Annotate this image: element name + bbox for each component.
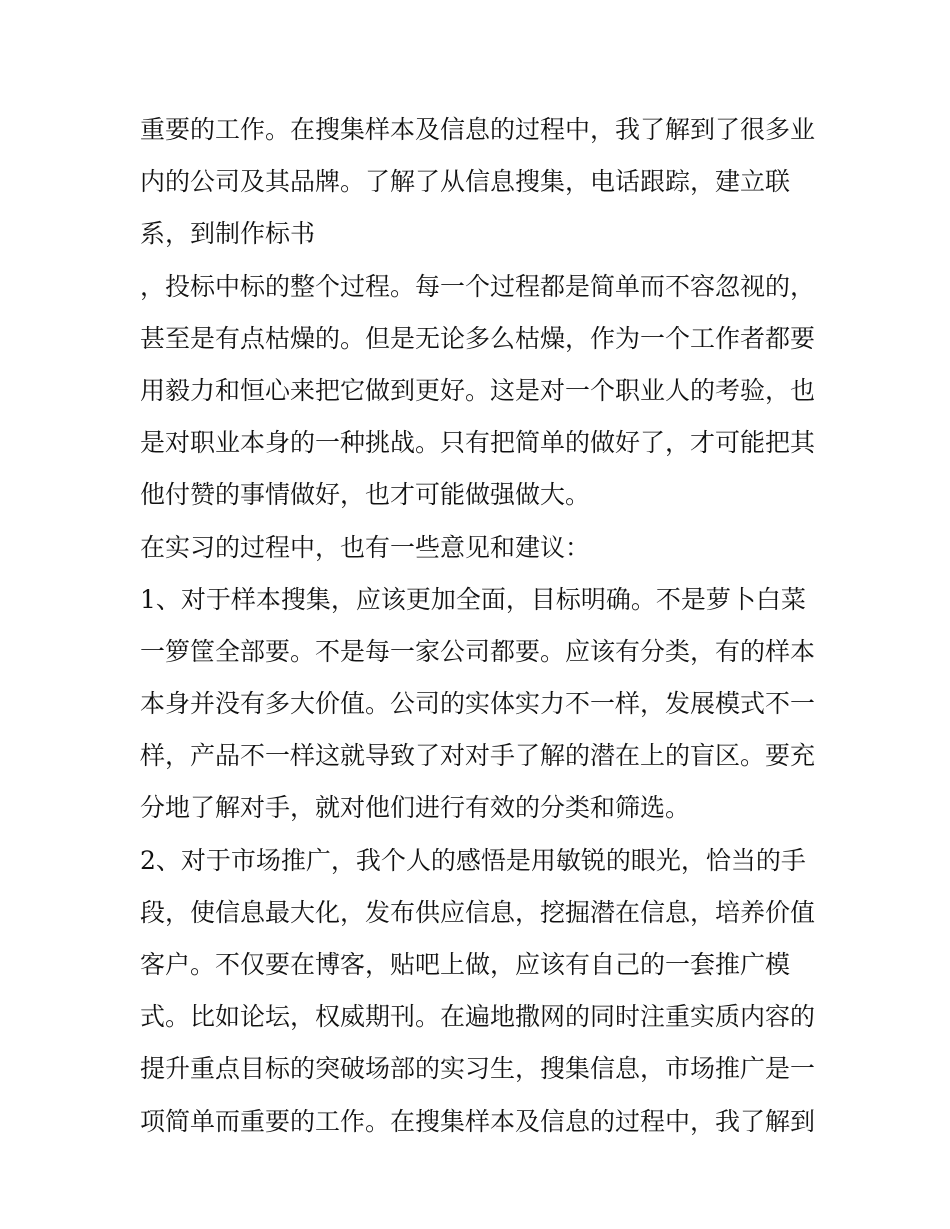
- text-line: 2、对于市场推广，我个人的感悟是用敏锐的眼光，恰当的手: [140, 845, 806, 875]
- body-text: [140, 104, 820, 1148]
- text-line: 内的公司及其品牌。了解了从信息搜集，电话跟踪，建立联: [140, 167, 791, 197]
- text-line: 系，到制作标书: [140, 219, 316, 249]
- text-line: 分地了解对手，就对他们进行有效的分类和筛选。: [140, 793, 691, 823]
- text-line: 项简单而重要的工作。在搜集样本及信息的过程中，我了解到: [140, 1106, 816, 1136]
- text-line: 他付赞的事情做好，也才可能做强做大。: [140, 480, 591, 510]
- text-line: 是对职业本身的一种挑战。只有把简单的做好了，才可能把其: [140, 428, 816, 458]
- text-line: 段，使信息最大化，发布供应信息，挖掘潜在信息，培养价值: [140, 897, 816, 927]
- text-line: 用毅力和恒心来把它做到更好。这是对一个职业人的考验，也: [140, 375, 816, 405]
- text-line: 1、对于样本搜集，应该更加全面，目标明确。不是萝卜白菜: [140, 584, 806, 614]
- text-line: 本身并没有多大价值。公司的实体实力不一样，发展模式不一: [140, 689, 816, 719]
- text-line: 提升重点目标的突破场部的实习生，搜集信息，市场推广是一: [140, 1054, 816, 1084]
- text-line: 客户。不仅要在博客，贴吧上做，应该有自己的一套推广模: [140, 950, 791, 979]
- text-line: 一箩筐全部要。不是每一家公司都要。应该有分类，有的样本: [140, 636, 816, 666]
- text-line: 式。比如论坛，权威期刊。在遍地撒网的同时注重实质内容的: [140, 1002, 816, 1032]
- text-line: 甚至是有点枯燥的。但是无论多么枯燥，作为一个工作者都要: [140, 323, 816, 353]
- text-line: 重要的工作。在搜集样本及信息的过程中，我了解到了很多业: [140, 115, 816, 144]
- text-line: 样，产品不一样这就导致了对对手了解的潜在上的盲区。要充: [140, 741, 816, 771]
- text-line: 在实习的过程中，也有一些意见和建议：: [140, 532, 591, 562]
- text-line: ，投标中标的整个过程。每一个过程都是简单而不容忽视的，: [140, 271, 816, 301]
